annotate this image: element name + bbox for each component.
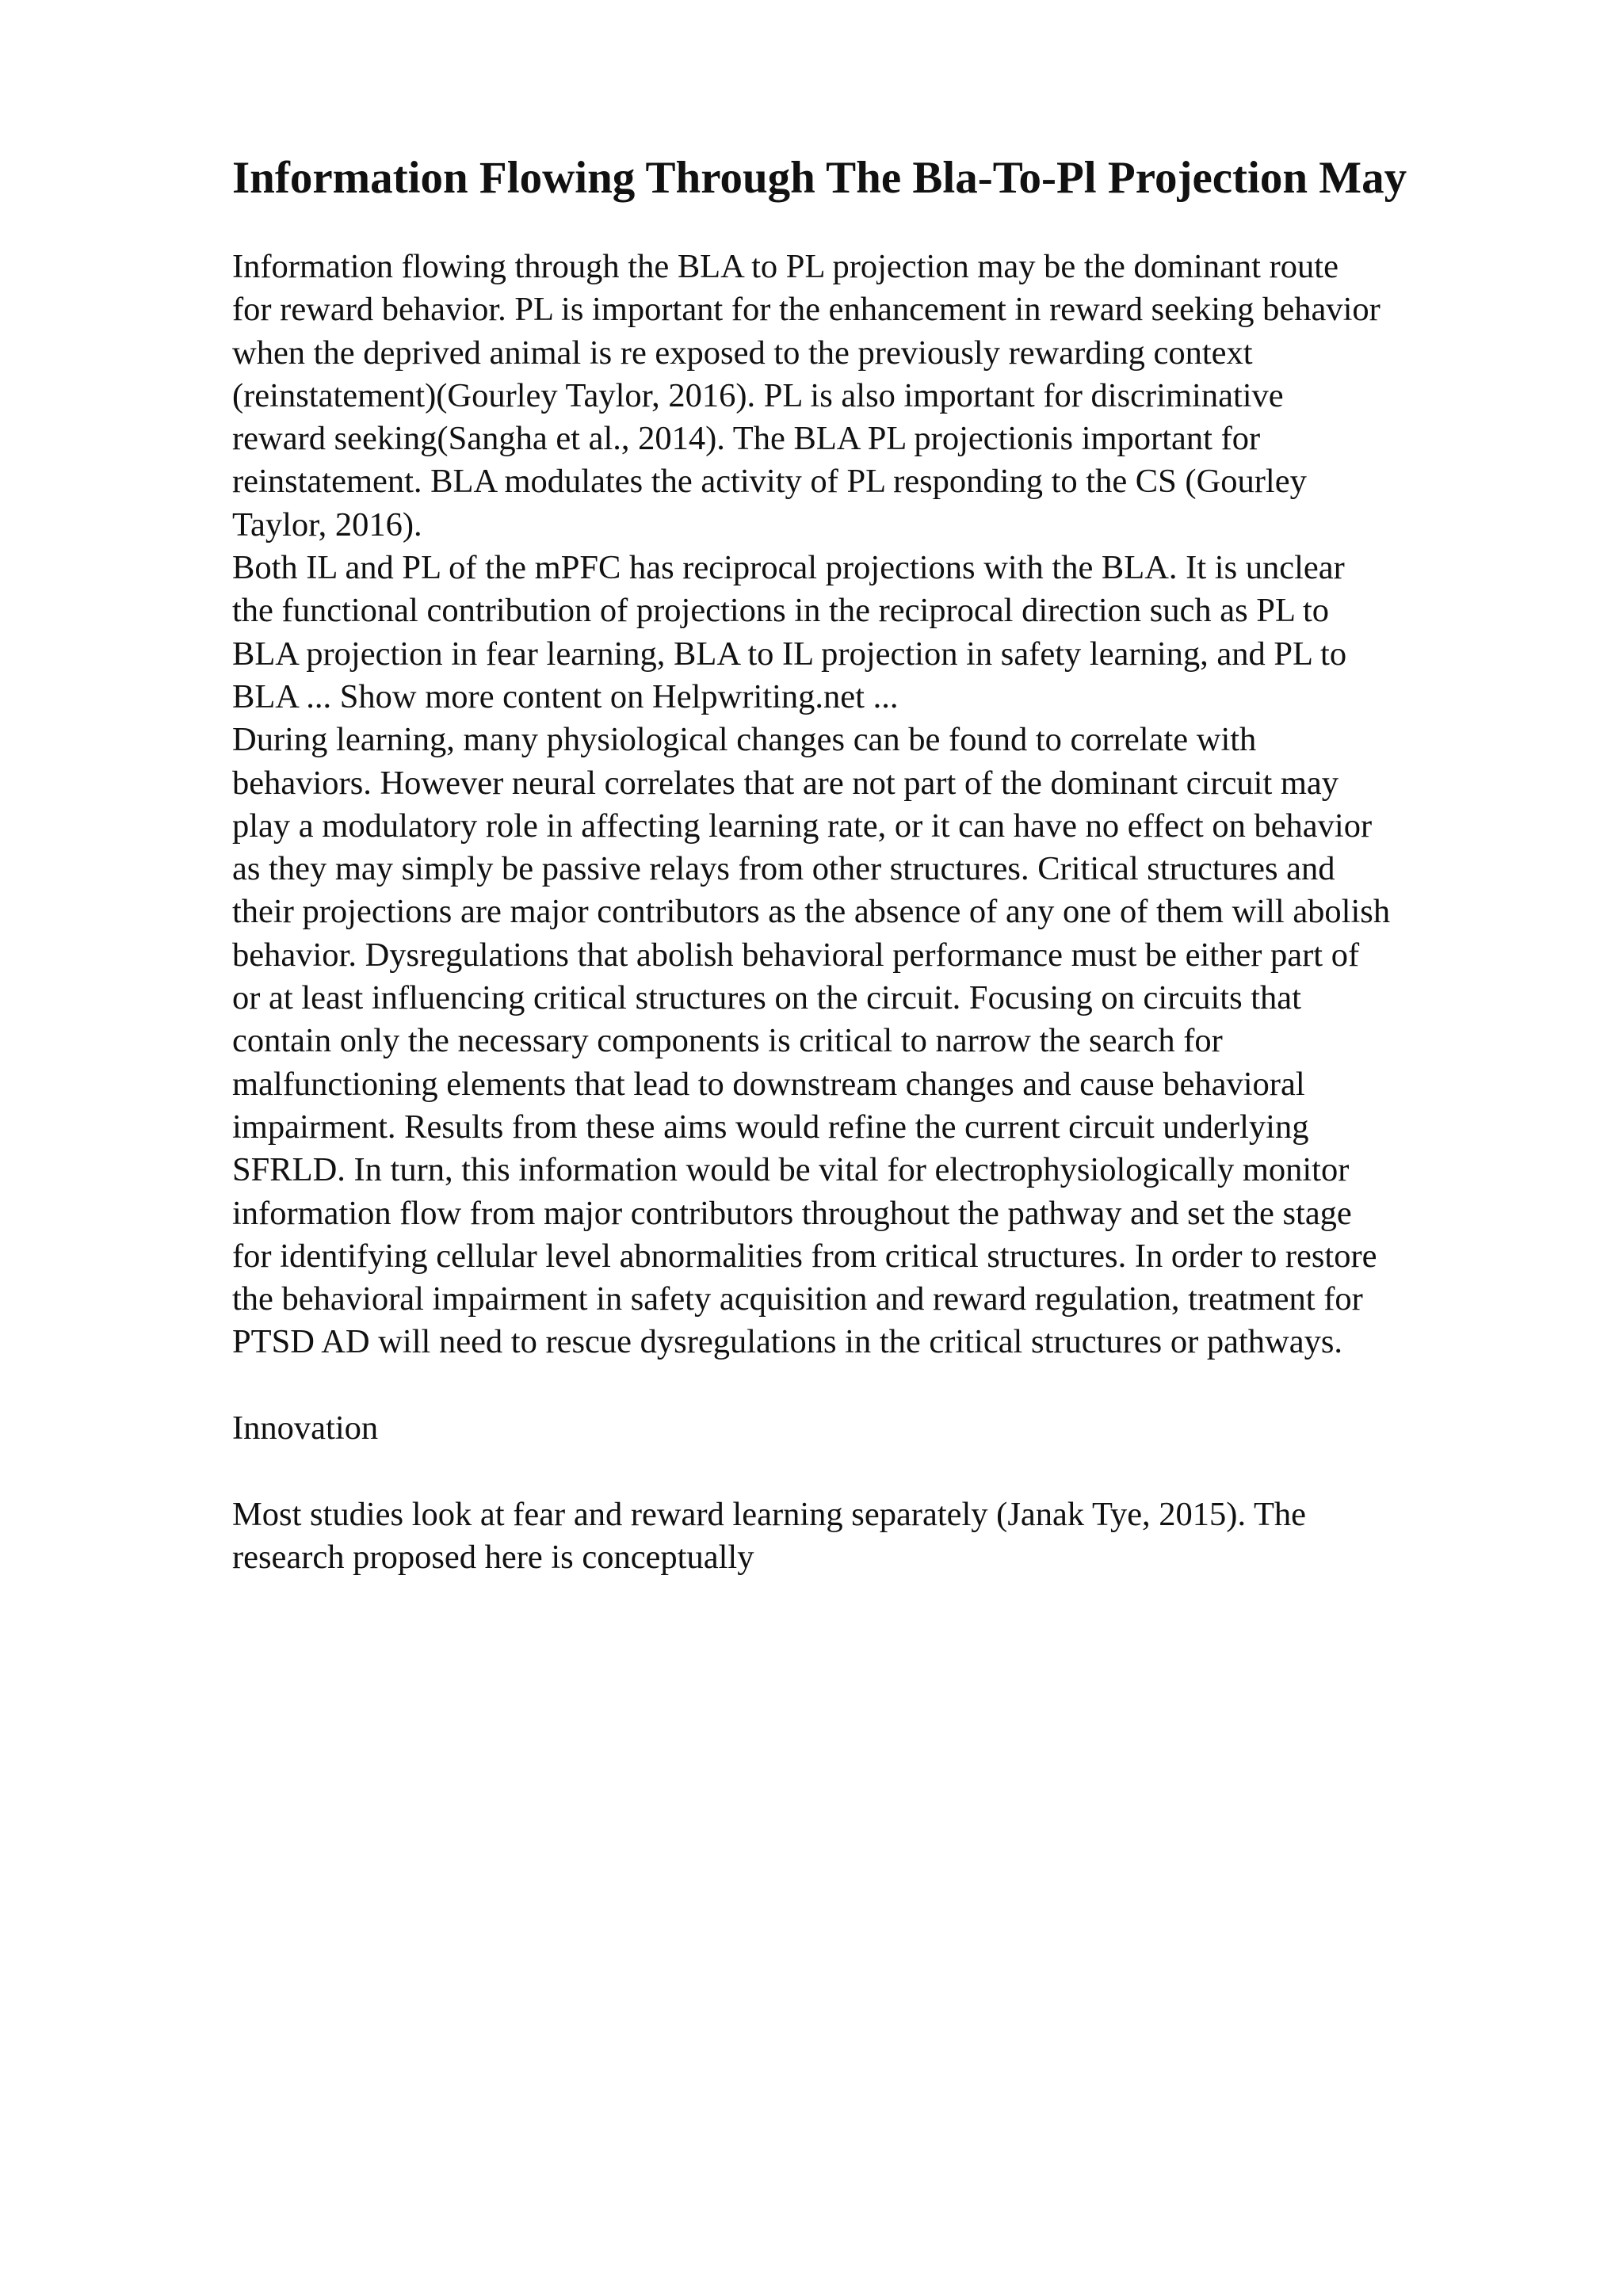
paragraph-1 — [232, 246, 1579, 547]
text-line: BLA ... Show more content on Helpwriting.net ... — [232, 677, 899, 715]
text-line: impairment. Results from these aims would refine the current circuit underlying — [232, 1108, 1309, 1146]
text-line: the functional contribution of projections in the reciprocal direction such as PL to — [232, 592, 1330, 630]
text-line: reinstatement. BLA modulates the activity of PL responding to the CS (Gourley — [232, 463, 1307, 501]
text-line: behavior. Dysregulations that abolish behavioral performance must be either part of — [232, 936, 1360, 974]
text-line: Information flowing through the BLA to PL projection may be the dominant route — [232, 248, 1338, 285]
text-line: the behavioral impairment in safety acquisition and reward regulation, treatment for — [232, 1280, 1363, 1318]
text-line: behaviors. However neural correlates that are not part of the dominant circuit may — [232, 764, 1339, 802]
section-heading-innovation: Innovation — [232, 1409, 379, 1447]
text-line: play a modulatory role in affecting learning rate, or it can have no effect on behavior — [232, 807, 1373, 845]
text-line: reward seeking(Sangha et al., 2014). The BLA PL projectionis important for — [232, 420, 1261, 458]
text-line: PTSD AD will need to rescue dysregulations in the critical structures or pathways. — [232, 1323, 1343, 1361]
document-title: Information Flowing Through The Bla-To-Pl Projection May — [232, 153, 1407, 203]
text-line: Taylor, 2016). — [232, 505, 422, 543]
paragraph-2 — [232, 547, 1579, 719]
text-line: malfunctioning elements that lead to downstream changes and cause behavioral — [232, 1065, 1305, 1103]
text-line: (reinstatement)(Gourley Taylor, 2016). PL is also important for discriminative — [232, 376, 1284, 414]
text-line: information flow from major contributors throughout the pathway and set the stage — [232, 1194, 1352, 1232]
text-line: Both IL and PL of the mPFC has reciprocal projections with the BLA. It is unclear — [232, 549, 1345, 587]
text-line: BLA projection in fear learning, BLA to IL projection in safety learning, and PL to — [232, 635, 1347, 673]
blank-line — [232, 1364, 1579, 1407]
text-line: or at least influencing critical structures on the circuit. Focusing on circuits that — [232, 979, 1301, 1017]
text-line: During learning, many physiological changes can be found to correlate with — [232, 721, 1257, 759]
text-line: for identifying cellular level abnormalities from critical structures. In order to restore — [232, 1237, 1377, 1275]
text-line: when the deprived animal is re exposed to the previously rewarding context — [232, 334, 1253, 372]
text-line: as they may simply be passive relays from other structures. Critical structures and — [232, 850, 1335, 888]
text-line: Most studies look at fear and reward learning separately (Janak Tye, 2015). The — [232, 1495, 1307, 1533]
paragraph-4 — [232, 1493, 1579, 1580]
blank-line — [232, 1450, 1579, 1493]
text-line: their projections are major contributors as the absence of any one of them will abolish — [232, 893, 1391, 931]
document-body — [232, 246, 1579, 1579]
paragraph-3 — [232, 719, 1579, 1363]
text-line: SFRLD. In turn, this information would be vital for electrophysiologically monitor — [232, 1151, 1350, 1189]
text-line: contain only the necessary components is critical to narrow the search for — [232, 1022, 1223, 1060]
text-line: for reward behavior. PL is important for the enhancement in reward seeking behavior — [232, 291, 1381, 329]
text-line: research proposed here is conceptually — [232, 1538, 754, 1576]
